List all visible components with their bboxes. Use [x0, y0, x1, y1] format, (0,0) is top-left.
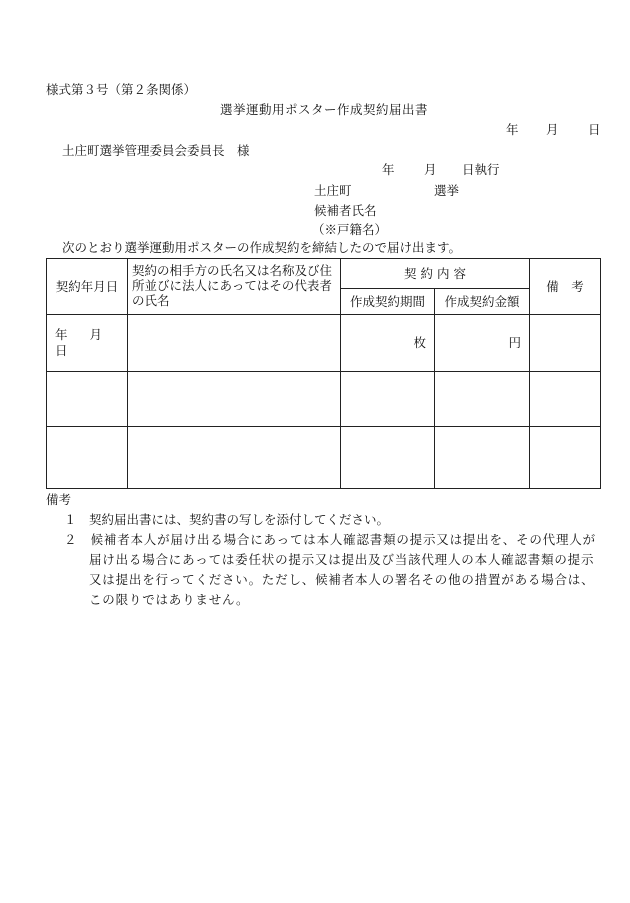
date-year-label: 年	[506, 122, 519, 137]
intro-text: 次のとおり選挙運動用ポスターの作成契約を締結したので届け出ます。	[62, 240, 462, 255]
form-number: 様式第３号（第２条関係）	[46, 82, 197, 97]
row3-date-cell[interactable]	[47, 427, 128, 489]
row1-month: 月	[89, 327, 103, 342]
col-header-contract-date: 契約年月日	[47, 259, 128, 315]
col-header-contract-contents: 契 約 内 容	[341, 259, 530, 289]
row3-counterparty-cell[interactable]	[128, 427, 341, 489]
col-header-period: 作成契約期間	[341, 289, 435, 315]
row2-remarks-cell[interactable]	[530, 372, 601, 427]
col-header-amount: 作成契約金額	[435, 289, 530, 315]
table-row	[47, 427, 601, 489]
election-label: 選挙	[434, 183, 460, 198]
row1-counterparty-cell[interactable]	[128, 315, 341, 372]
table-row	[47, 372, 601, 427]
document-title: 選挙運動用ポスター作成契約届出書	[220, 102, 429, 117]
exec-month-label: 月	[424, 162, 437, 177]
note-item-1: １ 契約届出書には、契約書の写しを添付してください。	[64, 512, 390, 527]
row2-date-cell[interactable]	[47, 372, 128, 427]
exec-year-label: 年	[382, 162, 395, 177]
row1-year: 年	[55, 327, 68, 342]
row1-period-cell[interactable]: 枚	[341, 315, 435, 372]
row3-period-cell[interactable]	[341, 427, 435, 489]
col-header-counterparty: 契約の相手方の氏名又は名称及び住所並びに法人にあってはその代表者の氏名	[128, 259, 341, 315]
exec-day-label: 日執行	[462, 162, 500, 177]
row1-amount-cell[interactable]: 円	[435, 315, 530, 372]
town-label: 土庄町	[314, 183, 352, 198]
date-day-label: 日	[588, 122, 601, 137]
row3-remarks-cell[interactable]	[530, 427, 601, 489]
row1-day: 日	[55, 343, 68, 358]
row1-remarks-cell[interactable]	[530, 315, 601, 372]
row3-amount-cell[interactable]	[435, 427, 530, 489]
col-header-remarks: 備 考	[530, 259, 601, 315]
addressee: 土庄町選挙管理委員会委員長 様	[62, 143, 250, 158]
note-item-2: ２ 候補者本人が届け出る場合にあっては本人確認書類の提示又は提出を、その代理人が届け出る場合にあっては委任状の提示又は提出及び当該代理人の本人確認書類の提示又は提出を行ってください。ただし、候補者本人の署名その他の措置がある場合は、この限りではありません。	[64, 532, 596, 607]
date-month-label: 月	[546, 122, 559, 137]
koseki-note: （※戸籍名）	[312, 222, 388, 237]
row2-amount-cell[interactable]	[435, 372, 530, 427]
candidate-name-label: 候補者氏名	[314, 203, 377, 218]
row2-counterparty-cell[interactable]	[128, 372, 341, 427]
table-row	[47, 315, 601, 372]
row2-period-cell[interactable]	[341, 372, 435, 427]
row1-date-cell	[47, 315, 128, 372]
contract-table	[46, 258, 601, 489]
notes-heading: 備考	[46, 492, 72, 507]
